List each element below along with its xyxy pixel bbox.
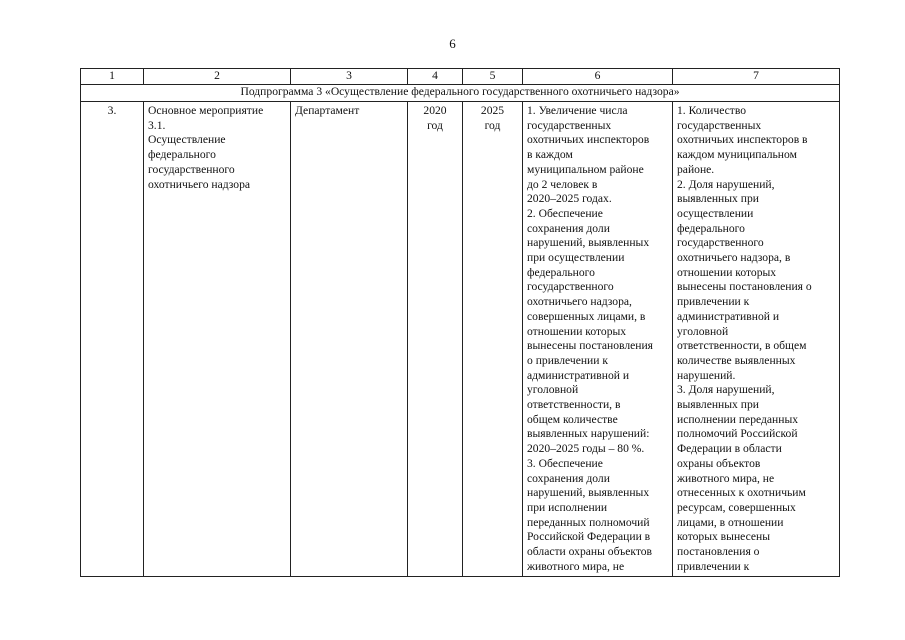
header-cell-5: 5 xyxy=(463,69,523,85)
end-year: 2025 год xyxy=(463,102,523,577)
header-cell-6: 6 xyxy=(523,69,673,85)
header-cell-1: 1 xyxy=(81,69,144,85)
expected-results: 1. Увеличение числа государственных охотничьих инспекторов в каждом муниципальном районе до 2 человек в 2020–2025 годах. 2. Обеспечение сохранения доли нарушений, выявленных при осуществлении федерального государственного охотничьего надзора, совершенных лицами, в отношении которых вынесены постановления о привлечении к административной и уголовной ответственности, в общем количестве выявленных нарушений: 2020–2025 годы – 80 %. 3. Обеспечение сохранения доли нарушений, выявленных при исполнении переданных полномочий Российской Федерации в области охраны объектов животного мира, не xyxy=(523,102,673,577)
table-row xyxy=(81,102,840,577)
start-year: 2020 год xyxy=(408,102,463,577)
row-number: 3. xyxy=(81,102,144,577)
table-header-row xyxy=(81,69,840,85)
event-name: Основное мероприятие 3.1. Осуществление федерального государственного охотничьего надзора xyxy=(144,102,291,577)
program-table xyxy=(80,68,840,577)
subprogram-row xyxy=(81,85,840,102)
header-cell-4: 4 xyxy=(408,69,463,85)
header-cell-7: 7 xyxy=(673,69,840,85)
executor: Департамент xyxy=(291,102,408,577)
indicators: 1. Количество государственных охотничьих инспекторов в каждом муниципальном районе. 2. Доля нарушений, выявленных при осуществлении федерального государственного охотничьего надзора, в отношении которых вынесены постановления о привлечении к административной и уголовной ответственности, в общем количестве выявленных нарушений. 3. Доля нарушений, выявленных при исполнении переданных полномочий Российской Федерации в области охраны объектов животного мира, не отнесенных к охотничьим ресурсам, совершенных лицами, в отношении которых вынесены постановления о привлечении к xyxy=(673,102,840,577)
header-cell-2: 2 xyxy=(144,69,291,85)
header-cell-3: 3 xyxy=(291,69,408,85)
subprogram-title: Подпрограмма 3 «Осуществление федерального государственного охотничьего надзора» xyxy=(81,85,840,102)
page-number: 6 xyxy=(449,36,456,51)
